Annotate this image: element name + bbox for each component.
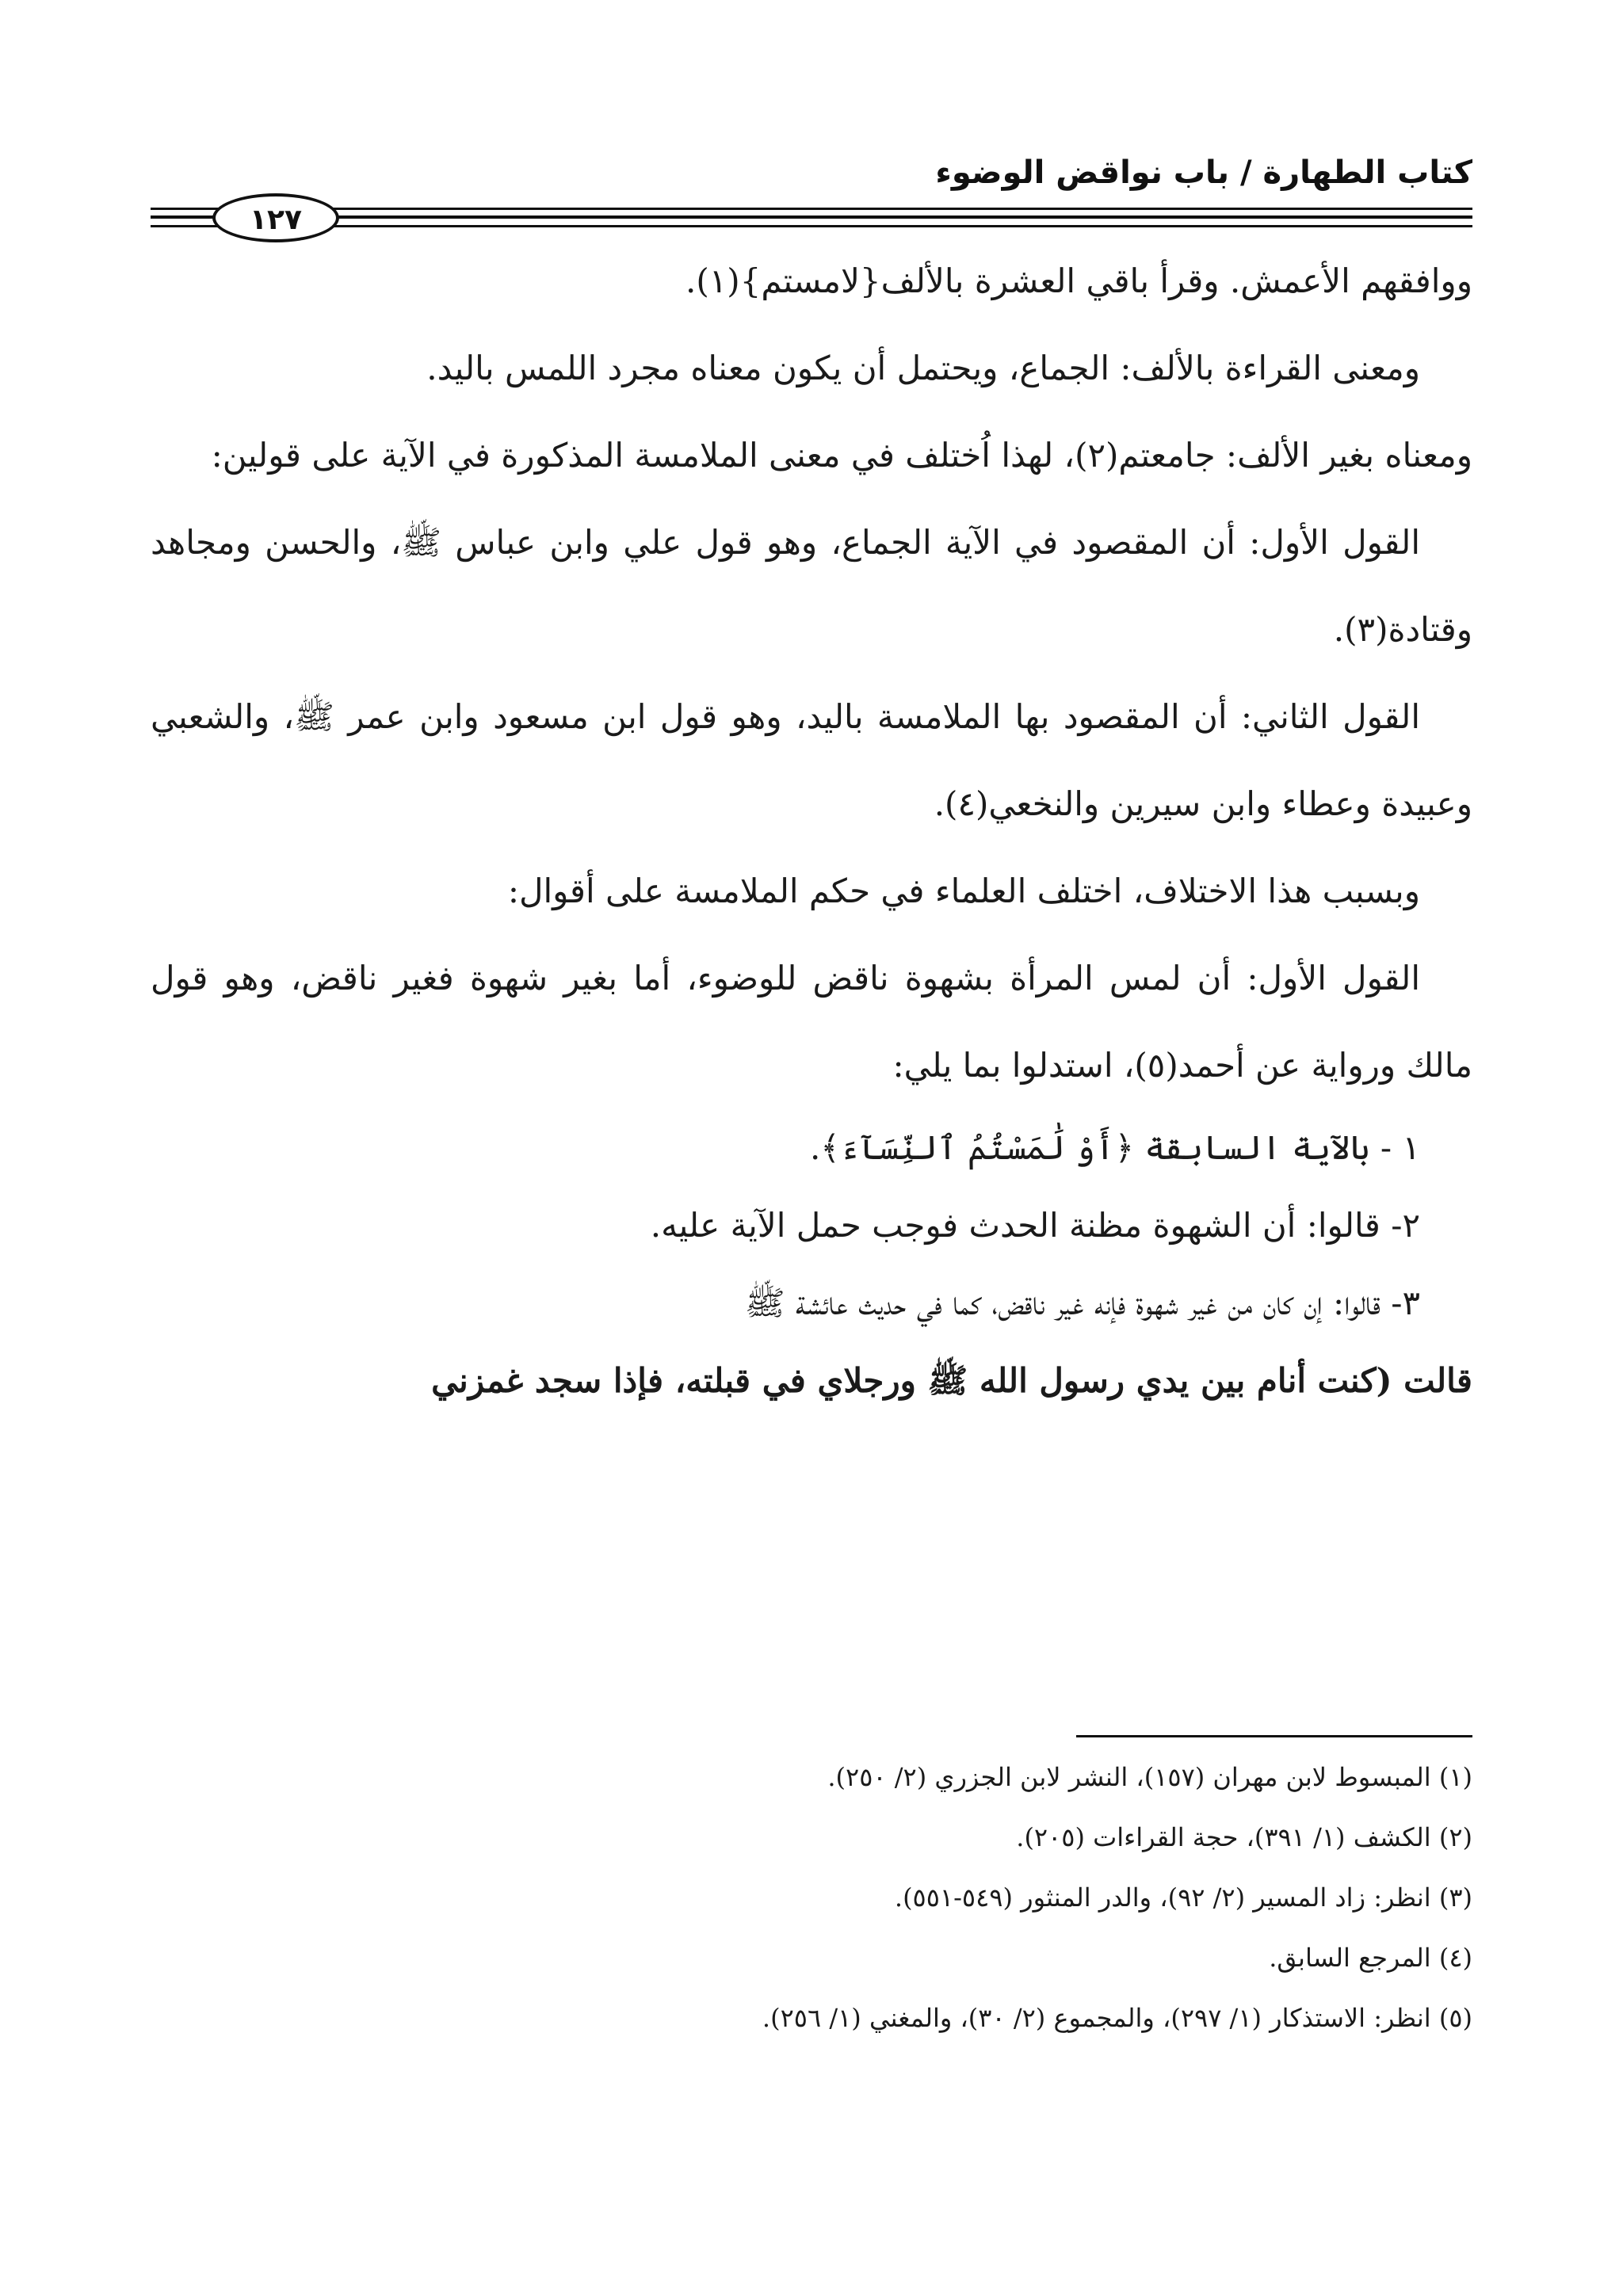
paragraph-meaning-with-alif: ومعنى القراءة بالألف: الجماع، ويحتمل أن يكون معناه مجرد اللمس باليد.: [426, 349, 1420, 387]
paragraph-first-opinion: القول الأول: أن المقصود في الآية الجماع، وهو قول علي وابن عباس ﷺ، والحسن ومجاهد وقتادة(٣).: [151, 523, 1472, 649]
footnote-5: (٥) انظر: الاستذكار (١/ ٢٩٧)، والمجموع (٢/ ٣٠)، والمغني (١/ ٢٥٦).: [762, 2003, 1472, 2033]
header-rule-middle: [151, 215, 1472, 219]
paragraph-meaning-without-alif: ومعناه بغير الألف: جامعتم(٢)، لهذا اُختلف في معنى الملامسة المذكورة في الآية على قولين:: [211, 436, 1472, 475]
paragraph-second-opinion: القول الثاني: أن المقصود بها الملامسة باليد، وهو قول ابن مسعود وابن عمر ﷺ، والشعبي وعبيدة وعطاء وابن سيرين والنخعي(٤).: [151, 697, 1472, 823]
footnote-4: (٤) المرجع السابق.: [1269, 1943, 1472, 1973]
hadith-quote: قالت (كنت أنام بين يدي رسول الله ﷺ ورجلاي في قبلته، فإذا سجد غمزني: [431, 1361, 1472, 1400]
running-header: كتاب الطهارة / باب نواقض الوضوء: [935, 154, 1472, 191]
header-rule-bottom: [151, 225, 1472, 227]
paragraph-disagreement: وبسبب هذا الاختلاف، اختلف العلماء في حكم الملامسة على أقوال:: [507, 871, 1420, 910]
evidence-item-1: ١ - بالآية السابقة ﴿أَوْ لَٰمَسْتُمُ ٱلنِّسَآءَ﴾.: [809, 1128, 1420, 1167]
evidence-item-3: ٣- قالوا: إن كان من غير شهوة فإنه غير ناقض، كما في حديث عائشة ﷺ: [744, 1283, 1420, 1322]
header-rule-top: [151, 208, 1472, 210]
footnote-3: (٣) انظر: زاد المسير (٢/ ٩٢)، والدر المنثور (٥٤٩-٥٥١).: [894, 1882, 1472, 1913]
evidence-item-2: ٢- قالوا: أن الشهوة مظنة الحدث فوجب حمل الآية عليه.: [650, 1206, 1420, 1245]
page-number-badge: ١٢٧: [212, 193, 339, 242]
footnote-separator: [1076, 1735, 1472, 1737]
paragraph-ruling-first-opinion: القول الأول: أن لمس المرأة بشهوة ناقض للوضوء، أما بغير شهوة فغير ناقض، وهو قول مالك ورواية عن أحمد(٥)، استدلوا بما يلي:: [151, 959, 1472, 1085]
paragraph-readings: ووافقهم الأعمش. وقرأ باقي العشرة بالألف{لامستم}(١).: [685, 261, 1472, 300]
footnote-1: (١) المبسوط لابن مهران (١٥٧)، النشر لابن الجزري (٢/ ٢٥٠).: [827, 1762, 1472, 1792]
footnotes: [151, 1747, 1472, 2048]
footnote-2: (٢) الكشف (١/ ٣٩١)، حجة القراءات (٢٠٥).: [1016, 1822, 1472, 1852]
main-text: [151, 238, 1472, 1420]
